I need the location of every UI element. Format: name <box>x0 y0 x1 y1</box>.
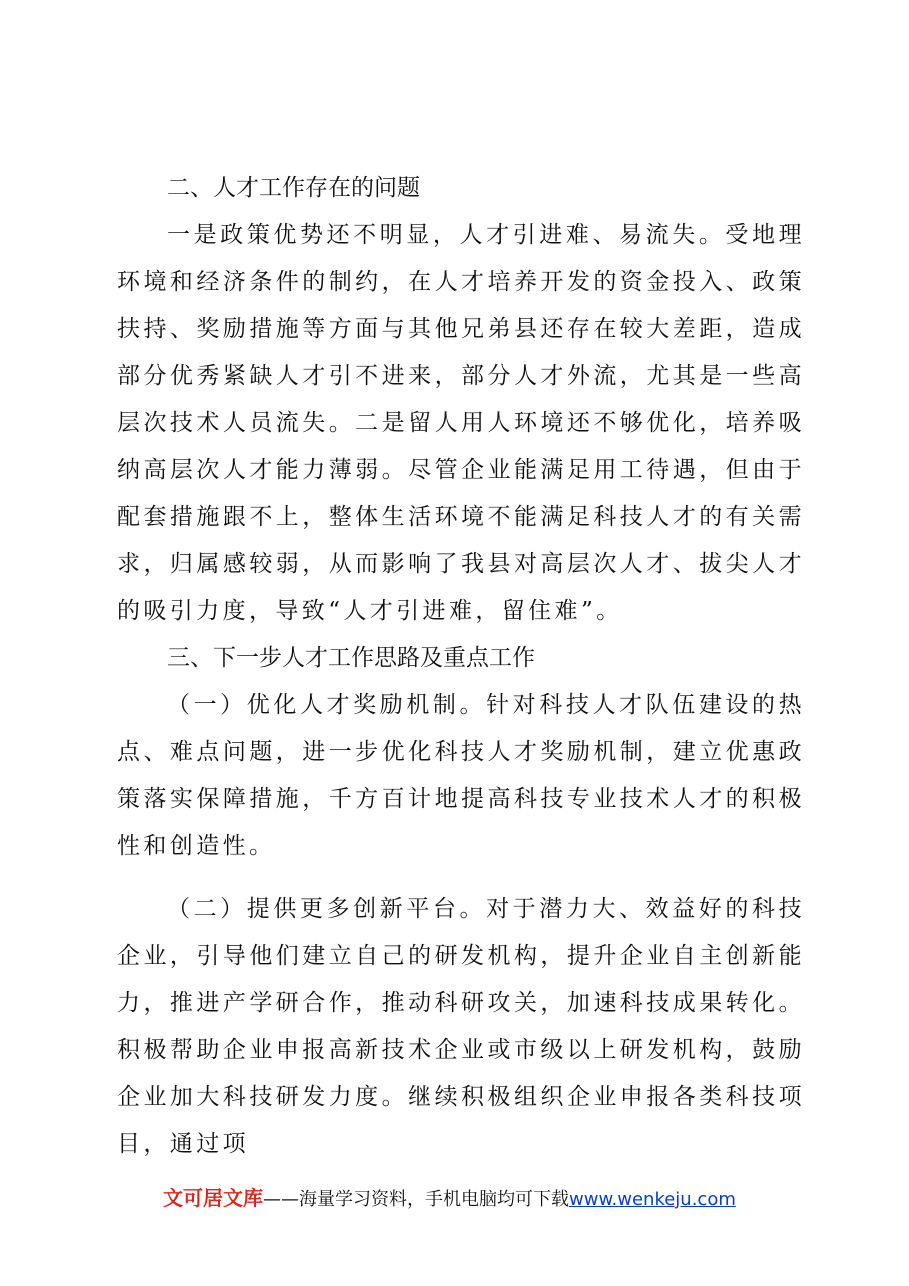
section-heading-next-steps: 三、下一步人才工作思路及重点工作 <box>167 645 535 671</box>
item-1-paragraph: （一）优化人才奖励机制。针对科技人才队伍建设的热点、难点问题，进一步优化科技人才奖励机制，建立优惠政策落实保障措施，千方百计地提高科技专业技术人才的积极性和创造性。 <box>117 692 805 859</box>
section-heading-problems: 二、人才工作存在的问题 <box>167 175 420 201</box>
problems-paragraph: 一是政策优势还不明显，人才引进难、易流失。受地理环境和经济条件的制约，在人才培养开发的资金投入、政策扶持、奖励措施等方面与其他兄弟县还存在较大差距，造成部分优秀紧缺人才引不进来，部分人才外流，尤其是一些高层次技术人员流失。二是留人用人环境还不够优化，培养吸纳高层次人才能力薄弱。尽管企业能满足用工待遇，但由于配套措施跟不上，整体生活环境不能满足科技人才的有关需求，归属感较弱，从而影响了我县对高层次人才、拔尖人才的吸引力度，导致“人才引进难，留住难”。 <box>117 222 805 624</box>
footer-brand: 文可居文库 <box>163 1186 263 1210</box>
document-body <box>117 165 805 1168</box>
footer-tagline: ——海量学习资料，手机电脑均可下载 <box>263 1189 569 1210</box>
item-2-paragraph: （二）提供更多创新平台。对于潜力大、效益好的科技企业，引导他们建立自己的研发机构，提升企业自主创新能力，推进产学研合作，推动科研攻关，加速科技成果转化。积极帮助企业申报高新技术企业或市级以上研发机构，鼓励企业加大科技研发力度。继续积极组织企业申报各类科技项目，通过项 <box>117 896 805 1157</box>
footer-banner <box>163 1183 803 1213</box>
footer-url-link[interactable]: www.wenkeju.com <box>569 1189 736 1210</box>
